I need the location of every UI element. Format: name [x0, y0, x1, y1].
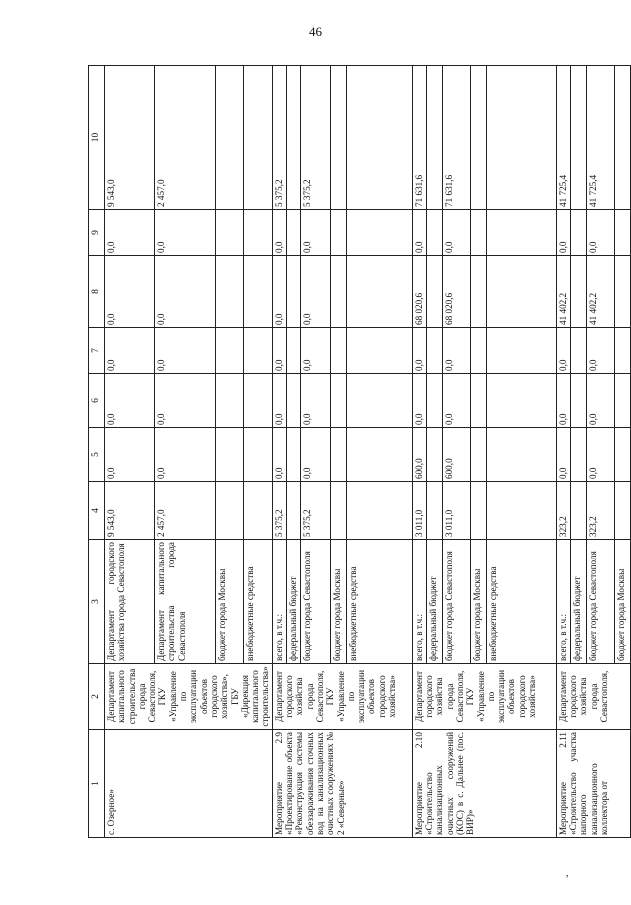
value-cell: [244, 482, 273, 540]
value-cell: [614, 210, 630, 256]
value-cell: 0,0: [155, 428, 216, 482]
funding-source-cell: внебюджетные средства: [486, 540, 556, 664]
value-cell: [346, 328, 412, 374]
value-cell: 5 375,2: [272, 482, 286, 540]
value-cell: 0,0: [272, 428, 286, 482]
value-cell: [570, 256, 586, 328]
value-cell: [614, 328, 630, 374]
value-cell: [286, 374, 300, 428]
value-cell: [570, 482, 586, 540]
value-cell: 0,0: [272, 256, 286, 328]
value-cell: 323,2: [586, 482, 614, 540]
value-cell: [244, 66, 273, 210]
value-cell: 0,0: [155, 374, 216, 428]
value-cell: [286, 482, 300, 540]
funding-source-cell: всего, в т.ч.:: [272, 540, 286, 664]
value-cell: [426, 66, 442, 210]
value-cell: 0,0: [155, 256, 216, 328]
value-cell: 0,0: [300, 374, 330, 428]
header-cell: 4: [89, 482, 105, 540]
header-cell: 6: [89, 374, 105, 428]
value-cell: 0,0: [556, 428, 570, 482]
measure-name-cell: Мероприятие 2.11 «Строительство участка напорного канализационного коллектора от: [556, 730, 630, 838]
value-cell: [486, 374, 556, 428]
value-cell: [486, 66, 556, 210]
footer-mark: ,: [566, 868, 569, 879]
value-cell: 0,0: [105, 328, 155, 374]
value-cell: [570, 374, 586, 428]
value-cell: [346, 66, 412, 210]
executor-cell: Департамент капитального строительства города Севастополя, ГКУ «Управление по эксплуатации объектов городского хозяйства», ГБУ «Дирекция капитального строительства»: [105, 664, 273, 730]
value-cell: [346, 210, 412, 256]
value-cell: 71 631,6: [412, 66, 426, 210]
value-cell: 3 011,0: [412, 482, 426, 540]
value-cell: 0,0: [300, 256, 330, 328]
value-cell: 41 402,2: [586, 256, 614, 328]
value-cell: [244, 256, 273, 328]
value-cell: 5 375,2: [300, 482, 330, 540]
value-cell: [426, 428, 442, 482]
value-cell: [330, 210, 346, 256]
value-cell: [470, 210, 486, 256]
value-cell: [215, 256, 244, 328]
value-cell: 600,0: [412, 428, 426, 482]
header-cell: 1: [89, 730, 105, 838]
funding-source-cell: внебюджетные средства: [346, 540, 412, 664]
funding-source-cell: бюджет города Москвы: [470, 540, 486, 664]
value-cell: [486, 328, 556, 374]
funding-source-cell: бюджет города Москвы: [215, 540, 244, 664]
value-cell: 0,0: [272, 210, 286, 256]
value-cell: [486, 210, 556, 256]
executor-cell: Департамент городского хозяйства города Севастополя, ГКУ «Управление по эксплуатации объектов городского хозяйства»: [412, 664, 556, 730]
value-cell: 3 011,0: [442, 482, 470, 540]
page-number: 46: [309, 24, 322, 39]
value-cell: [286, 256, 300, 328]
value-cell: 0,0: [300, 210, 330, 256]
value-cell: 0,0: [586, 328, 614, 374]
value-cell: [346, 374, 412, 428]
funding-source-cell: бюджет города Москвы: [614, 540, 630, 664]
value-cell: 0,0: [105, 428, 155, 482]
funding-source-cell: бюджет города Севастополя: [586, 540, 614, 664]
funding-source-cell: федеральный бюджет: [426, 540, 442, 664]
value-cell: 0,0: [300, 328, 330, 374]
value-cell: [426, 328, 442, 374]
executor-cell: Департамент городского хозяйства города Севастополя, ГКУ «Управление по эксплуатации объектов городского хозяйства»: [272, 664, 412, 730]
value-cell: [346, 428, 412, 482]
value-cell: [215, 210, 244, 256]
value-cell: 2 457,0: [155, 66, 216, 210]
budget-table: [88, 65, 631, 838]
value-cell: 0,0: [105, 256, 155, 328]
value-cell: 0,0: [300, 428, 330, 482]
value-cell: 0,0: [586, 374, 614, 428]
value-cell: [570, 210, 586, 256]
value-cell: 0,0: [412, 328, 426, 374]
value-cell: [286, 66, 300, 210]
value-cell: 0,0: [586, 210, 614, 256]
header-row: [89, 66, 105, 838]
value-cell: [614, 66, 630, 210]
header-cell: 3: [89, 540, 105, 664]
value-cell: [330, 66, 346, 210]
funding-source-cell: бюджет города Севастополя: [300, 540, 330, 664]
table-row: [105, 66, 155, 838]
value-cell: [470, 374, 486, 428]
value-cell: 5 375,2: [272, 66, 286, 210]
value-cell: [426, 374, 442, 428]
value-cell: 0,0: [586, 428, 614, 482]
value-cell: 2 457,0: [155, 482, 216, 540]
value-cell: 9 543,0: [105, 66, 155, 210]
value-cell: 41 402,2: [556, 256, 570, 328]
value-cell: [330, 328, 346, 374]
header-cell: 7: [89, 328, 105, 374]
value-cell: 0,0: [442, 374, 470, 428]
value-cell: [286, 428, 300, 482]
value-cell: [286, 210, 300, 256]
funding-source-cell: бюджет города Москвы: [330, 540, 346, 664]
funding-source-cell: всего, в т.ч.:: [556, 540, 570, 664]
value-cell: 0,0: [105, 374, 155, 428]
value-cell: [330, 482, 346, 540]
value-cell: [486, 428, 556, 482]
value-cell: [470, 328, 486, 374]
value-cell: 0,0: [272, 328, 286, 374]
value-cell: 0,0: [442, 328, 470, 374]
value-cell: [244, 374, 273, 428]
value-cell: [614, 256, 630, 328]
value-cell: [426, 210, 442, 256]
value-cell: 68 020,6: [442, 256, 470, 328]
value-cell: 0,0: [442, 210, 470, 256]
header-cell: 10: [89, 66, 105, 210]
value-cell: [470, 428, 486, 482]
table-body: [89, 66, 631, 838]
value-cell: [215, 328, 244, 374]
value-cell: 41 725,4: [556, 66, 570, 210]
value-cell: [426, 256, 442, 328]
value-cell: 0,0: [412, 374, 426, 428]
funding-source-cell: бюджет города Севастополя: [442, 540, 470, 664]
value-cell: [244, 210, 273, 256]
value-cell: [215, 66, 244, 210]
funding-source-cell: Департамент капитального строительства города Севастополя: [155, 540, 216, 664]
value-cell: [486, 482, 556, 540]
value-cell: 0,0: [556, 210, 570, 256]
value-cell: [330, 428, 346, 482]
executor-cell: Департамент городского хозяйства города Севастополя,: [556, 664, 630, 730]
value-cell: [426, 482, 442, 540]
measure-name-cell: Мероприятие 2.10 «Строительство канализационных очистных сооружений (КОС) в с. Дальнее (пос. ВИР)»: [412, 730, 556, 838]
value-cell: [614, 482, 630, 540]
value-cell: [614, 428, 630, 482]
header-cell: 9: [89, 210, 105, 256]
value-cell: [215, 374, 244, 428]
value-cell: [614, 374, 630, 428]
value-cell: [215, 428, 244, 482]
header-cell: 2: [89, 664, 105, 730]
value-cell: [570, 328, 586, 374]
value-cell: 0,0: [556, 328, 570, 374]
header-cell: 8: [89, 256, 105, 328]
value-cell: [286, 328, 300, 374]
value-cell: 0,0: [155, 210, 216, 256]
value-cell: 0,0: [272, 374, 286, 428]
value-cell: [470, 256, 486, 328]
value-cell: [330, 256, 346, 328]
value-cell: 5 375,2: [300, 66, 330, 210]
funding-source-cell: всего, в т.ч.:: [412, 540, 426, 664]
measure-name-cell: с. Озерное»: [105, 730, 273, 838]
value-cell: [470, 482, 486, 540]
value-cell: [470, 66, 486, 210]
header-cell: 5: [89, 428, 105, 482]
value-cell: 0,0: [556, 374, 570, 428]
value-cell: 0,0: [412, 210, 426, 256]
value-cell: [570, 66, 586, 210]
value-cell: 9 543,0: [105, 482, 155, 540]
value-cell: 0,0: [105, 210, 155, 256]
table-row: [556, 66, 570, 838]
measure-name-cell: Мероприятие 2.9 «Проектирование объекта «Реконструкция системы обеззараживания сточных вод на канализационных очистных сооружениях № 2 «Северные»: [272, 730, 412, 838]
funding-source-cell: федеральный бюджет: [286, 540, 300, 664]
value-cell: [346, 256, 412, 328]
value-cell: 68 020,6: [412, 256, 426, 328]
value-cell: 41 725,4: [586, 66, 614, 210]
value-cell: 71 631,6: [442, 66, 470, 210]
value-cell: 323,2: [556, 482, 570, 540]
value-cell: [215, 482, 244, 540]
table-row: [272, 66, 286, 838]
value-cell: 600,0: [442, 428, 470, 482]
rotated-table-container: [88, 66, 626, 838]
rotated-table-canvas: [88, 66, 626, 838]
value-cell: 0,0: [155, 328, 216, 374]
funding-source-cell: федеральный бюджет: [570, 540, 586, 664]
value-cell: [346, 482, 412, 540]
value-cell: [244, 428, 273, 482]
value-cell: [486, 256, 556, 328]
value-cell: [570, 428, 586, 482]
table-row: [412, 66, 426, 838]
funding-source-cell: внебюджетные средства: [244, 540, 273, 664]
value-cell: [244, 328, 273, 374]
funding-source-cell: Департамент городского хозяйства города Севастополя: [105, 540, 155, 664]
value-cell: [330, 374, 346, 428]
